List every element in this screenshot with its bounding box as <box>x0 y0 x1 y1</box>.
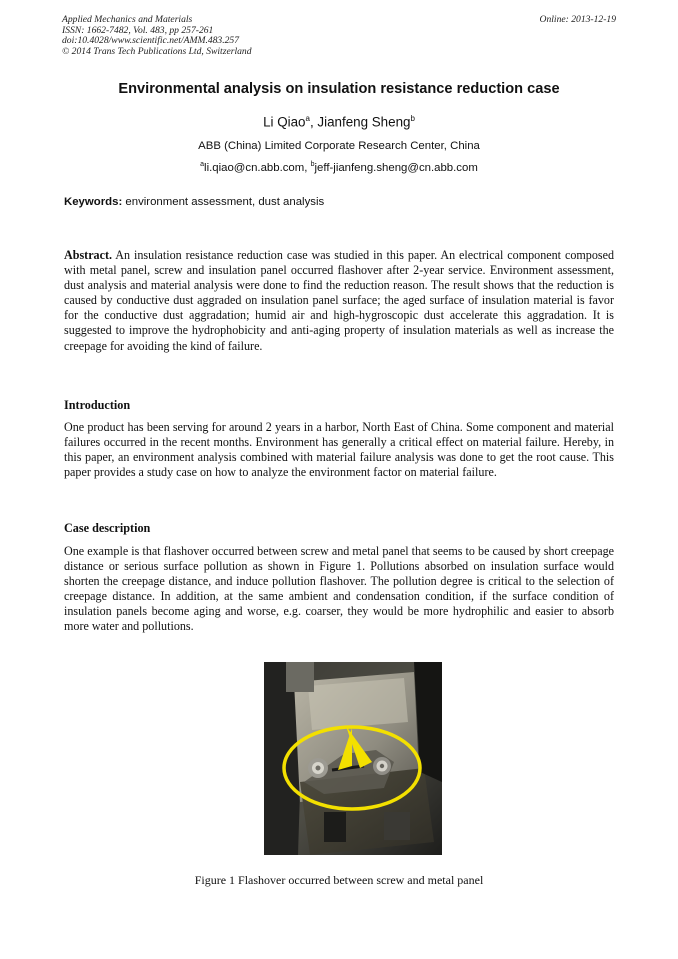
email-superscript: a <box>200 161 205 168</box>
author-superscript: b <box>410 114 415 123</box>
figure-photo <box>264 662 442 855</box>
issn-line: ISSN: 1662-7482, Vol. 483, pp 257-261 <box>62 24 214 36</box>
author-separator: , <box>309 114 318 130</box>
copyright-line: © 2014 Trans Tech Publications Ltd, Switzerland <box>62 45 252 57</box>
online-date: Online: 2013-12-19 <box>539 14 616 25</box>
section-heading: Case description <box>64 521 151 535</box>
email-line <box>0 161 678 174</box>
section-heading: Introduction <box>64 398 131 412</box>
section-paragraph: One product has been serving for around 2 years in a harbor, North East of China. Some component and material failures occurred in the recent months. Environment has generally a critical effect on material failure. Hereby, in this paper, an environment analysis combined with material failure analysis was done to get the root cause. This paper provides a study case on how to analyze the environment factor on material failure. <box>64 420 614 480</box>
author-line <box>0 114 678 129</box>
paper-title: Environmental analysis on insulation resistance reduction case <box>118 81 560 97</box>
abstract-text: An insulation resistance reduction case was studied in this paper. An electrical component composed with metal panel, screw and insulation panel occurred flashover after 2-year service. Environment assessment, dust analysis and material analysis were done to find the reduction reason. The result shows that the reduction is caused by conductive dust aggraded on insulation panel surface; the aged surface of insulation material is favor for the conductive dust aggradation; humid air and high-hygroscopic dust accelerate this aggradation. It is suggested to improve the hydrophobicity and anti-aging property of insulation materials as well as increase the creepage for avoiding the kind of failure. <box>64 248 614 353</box>
keywords-text: environment assessment, dust analysis <box>122 196 325 208</box>
abstract <box>64 248 614 354</box>
journal-name: Applied Mechanics and Materials <box>62 14 193 25</box>
email-link[interactable]: li.qiao@cn.abb.com, <box>204 161 311 174</box>
author-name: Jianfeng Sheng <box>317 114 411 130</box>
doi-line[interactable]: doi:10.4028/www.scientific.net/AMM.483.257 <box>62 35 240 47</box>
author-superscript: a <box>305 114 310 123</box>
abstract-label: Abstract. <box>64 248 113 262</box>
email-superscript: b <box>310 161 315 168</box>
email-link[interactable]: jeff-jianfeng.sheng@cn.abb.com <box>314 161 478 174</box>
journal-header <box>62 15 252 57</box>
flashover-photo <box>264 662 442 855</box>
keywords <box>64 196 324 208</box>
keywords-label: Keywords: <box>64 196 123 208</box>
author-name: Li Qiao <box>263 114 306 130</box>
figure-caption: Figure 1 Flashover occurred between screw and metal panel <box>194 873 484 887</box>
affiliation: ABB (China) Limited Corporate Research Center, China <box>198 140 480 152</box>
section-paragraph: One example is that flashover occurred between screw and metal panel that seems to be caused by short creepage distance or serious surface pollution as shown in Figure 1. Pollutions absorbed on insulation surface would shorten the creepage distance, and induce pollution flashover. The pollution degree is critical to the selection of creepage distance. In addition, at the same ambient and condensation condition, if the surface condition of insulation panels become aging and worse, e.g. coarser, they would be more hydrophilic and easier to absorb more water and pollutions. <box>64 544 614 634</box>
